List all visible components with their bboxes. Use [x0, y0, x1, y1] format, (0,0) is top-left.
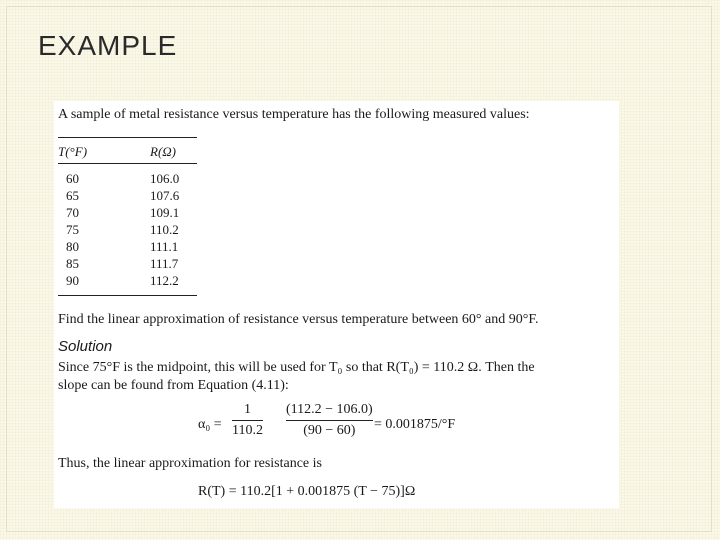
equation-result: = 0.001875/°F	[374, 417, 456, 432]
problem-question: Find the linear approximation of resistance versus temperature between 60° and 90°F.	[58, 312, 539, 327]
table-header-resistance: R(Ω)	[150, 144, 176, 159]
solution-line-2: slope can be found from Equation (4.11):	[58, 378, 289, 393]
table-cell-resistance: 111.1	[150, 239, 179, 254]
fraction-one-over-r0	[232, 402, 263, 439]
solution-conclusion: Thus, the linear approximation for resistance is	[58, 456, 322, 471]
fraction-denominator: 110.2	[232, 423, 263, 438]
table-header-rule	[58, 163, 197, 164]
table-cell-temperature: 75	[66, 222, 79, 237]
fraction-numerator: 1	[243, 402, 251, 417]
equation-lhs: α₀ =	[198, 417, 222, 432]
problem-intro: A sample of metal resistance versus temperature has the following measured values:	[58, 107, 530, 122]
fraction-bar	[286, 420, 373, 421]
table-cell-temperature: 65	[66, 188, 79, 203]
table-header-temperature: T(°F)	[58, 144, 88, 159]
table-cell-temperature: 70	[66, 205, 79, 220]
final-equation: R(T) = 110.2[1 + 0.001875 (T − 75)]Ω	[198, 484, 416, 499]
table-cell-temperature: 90	[66, 273, 79, 288]
scanned-textbook-image	[54, 101, 619, 508]
fraction-numerator: (112.2 − 106.0)	[286, 402, 373, 417]
fraction-bar	[232, 420, 263, 421]
table-cell-resistance: 112.2	[150, 273, 179, 288]
table-cell-resistance: 107.6	[150, 188, 180, 203]
solution-heading: Solution	[58, 338, 113, 355]
table-cell-resistance: 110.2	[150, 222, 179, 237]
table-cell-temperature: 60	[66, 171, 79, 186]
fraction-denominator: (90 − 60)	[303, 423, 356, 438]
table-cell-temperature: 80	[66, 239, 79, 254]
solution-line-1: Since 75°F is the midpoint, this will be used for T₀ so that R(T₀) = 110.2 Ω. Then the	[58, 360, 535, 375]
table-cell-resistance: 109.1	[150, 205, 180, 220]
table-cell-resistance: 111.7	[150, 256, 179, 271]
table-top-rule	[58, 137, 197, 138]
fraction-slope	[286, 402, 373, 439]
slide-title: EXAMPLE	[38, 30, 178, 61]
table-cell-temperature: 85	[66, 256, 79, 271]
table-bottom-rule	[58, 295, 197, 296]
table-cell-resistance: 106.0	[150, 171, 180, 186]
